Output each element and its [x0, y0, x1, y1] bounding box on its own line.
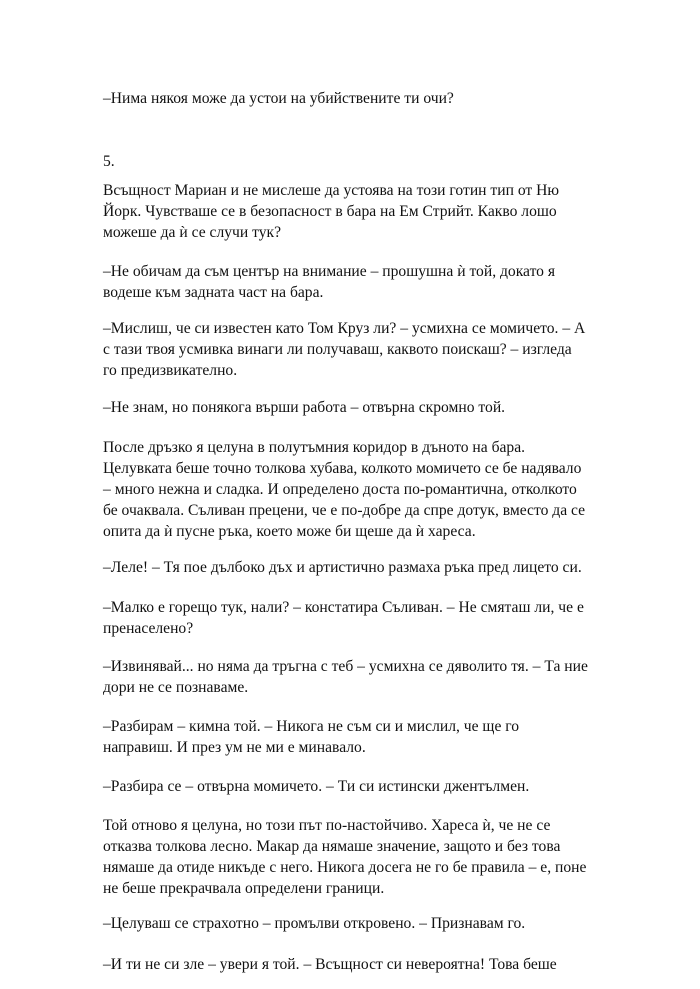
text-line: дори не се познаваме. [103, 679, 249, 696]
text-line: го предизвикателно. [103, 362, 238, 379]
paragraph-7 [103, 437, 603, 542]
paragraph-6 [103, 397, 603, 418]
text-line: –Мислиш, че си известен като Том Круз ли? – усмихна се момичето. – А [103, 320, 586, 337]
paragraph-13 [103, 815, 603, 899]
text-line: –Не обичам да съм център на внимание – прошушна ѝ той, докато я [103, 263, 556, 280]
text-line: направиш. И през ум не ми е минавало. [103, 739, 366, 756]
paragraph-4 [103, 261, 603, 303]
text-line: с тази твоя усмивка винаги ли получаваш, каквото поискаш? – изгледа [103, 341, 572, 358]
text-line: –Извинявай... но няма да тръгна с теб – усмихна се дяволито тя. – Та ние [103, 658, 588, 675]
text-line: –Разбира се – отвърна момичето. – Ти си истински джентълмен. [103, 778, 530, 795]
text-line: После дръзко я целуна в полутъмния коридор в дъното на бара. [103, 439, 526, 456]
text-line: 5. [103, 153, 115, 170]
paragraph-1 [103, 88, 603, 109]
text-line: Той отново я целуна, но този път по-настойчиво. Хареса ѝ, че не се [103, 817, 551, 834]
chapter-number [103, 151, 603, 172]
paragraph-11 [103, 716, 603, 758]
paragraph-10 [103, 656, 603, 698]
text-line: –И ти не си зле – увери я той. – Всъщност си невероятна! Това беше [103, 956, 557, 973]
text-line: не беше прекрачвала определени граници. [103, 880, 385, 897]
paragraph-9 [103, 597, 603, 639]
paragraph-3 [103, 180, 603, 243]
text-line: бе очаквала. Съливан прецени, че е по-добре да спре дотук, вместо да се [103, 502, 586, 519]
text-line: можеше да ѝ се случи тук? [103, 224, 282, 241]
text-line: пренаселено? [103, 620, 194, 637]
text-line: отказва толкова лесно. Макар да нямаше значение, защото и без това [103, 838, 561, 855]
text-line: нямаше да отиде никъде с него. Никога досега не го бе правила – е, поне [103, 859, 587, 876]
text-line: водеше към задната част на бара. [103, 284, 324, 301]
paragraph-14 [103, 913, 603, 934]
text-line: Йорк. Чувстваше се в безопасност в бара на Ем Стрийт. Какво лошо [103, 203, 557, 220]
text-line: – много нежна и сладка. И определено доста по-романтична, отколкото [103, 481, 577, 498]
text-line: опита да ѝ пусне ръка, което може би щеше да ѝ хареса. [103, 523, 476, 540]
text-line: –Не знам, но понякога върши работа – отвърна скромно той. [103, 399, 506, 416]
paragraph-15 [103, 954, 603, 975]
paragraph-5 [103, 318, 603, 381]
text-line: –Малко е горещо тук, нали? – констатира Съливан. – Не смяташ ли, че е [103, 599, 584, 616]
paragraph-12 [103, 776, 603, 797]
text-line: Всъщност Мариан и не мислеше да устоява на този готин тип от Ню [103, 182, 560, 199]
text-line: –Нима някоя може да устои на убийствените ти очи? [103, 90, 454, 107]
text-line: –Целуваш се страхотно – промълви откровено. – Признавам го. [103, 915, 526, 932]
text-line: –Разбирам – кимна той. – Никога не съм си и мислил, че ще го [103, 718, 520, 735]
text-line: Целувката беше точно толкова хубава, колкото момичето се бе надявало [103, 460, 582, 477]
paragraph-8 [103, 557, 603, 578]
text-line: –Леле! – Тя пое дълбоко дъх и артистично размаха ръка пред лицето си. [103, 559, 582, 576]
